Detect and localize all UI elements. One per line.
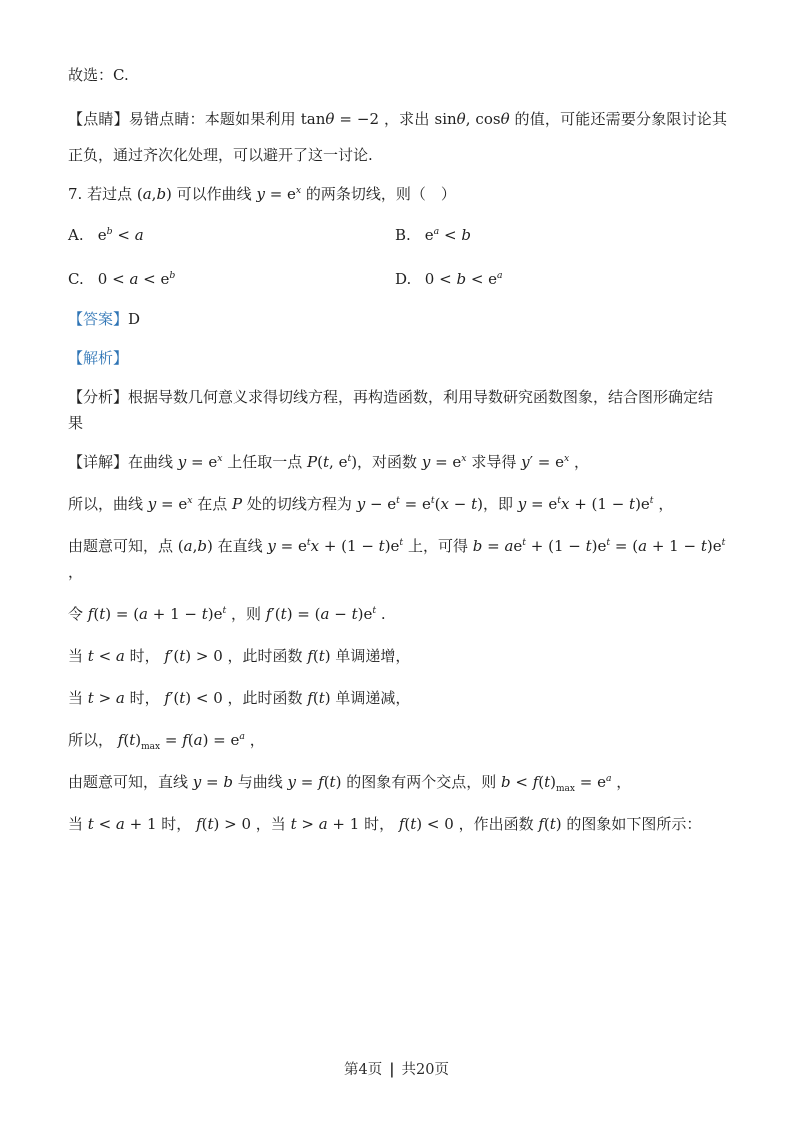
footer-page-number: 第4页 [344, 1062, 383, 1078]
question-stem: 7. 若过点 (a,b) 可以作曲线 $y = e^x$ 的两条切线，则（ ） [68, 185, 456, 203]
option-c-letter: C. [68, 270, 84, 288]
option-d-formula: $0 < b < e^a$ [424, 270, 503, 288]
detail-line-1: 【详解】在曲线 $y = e^x$ 上任取一点 P(t, $e^t$)，对函数 $y = e^x$ 求导得 $y' = e^x$ ， [68, 453, 589, 471]
detail-line-7: 所以， $f(t)_{max} = f(a) = e^a$ ， [68, 731, 265, 752]
detail-line-8: 由题意可知，直线 y = b 与曲线 y = f(t) 的图象有两个交点，则 $b < f(t)_{max} = e^a$ ， [68, 773, 632, 794]
answer-label: 【答案】 [68, 310, 129, 328]
answer-line [68, 306, 727, 332]
option-b-formula: $e^a < b$ [424, 226, 471, 244]
option-d [395, 264, 727, 294]
option-b-letter: B. [395, 226, 411, 244]
analysis-section-label-line [68, 345, 727, 371]
key-point-note: 【点睛】易错点睛：本题如果利用 tanθ = −2 ，求出 sinθ, cosθ 的值，可能还需要分象限讨论其正负，通过齐次化处理，可以避开了这一讨论. [68, 110, 727, 164]
page-footer [0, 1058, 793, 1079]
choose-answer-line: 故选：C. [68, 66, 129, 84]
detail-line-5: 当 t < a 时， f′(t) > 0 ，此时函数 f(t) 单调递增， [68, 647, 411, 665]
option-a-letter: A. [68, 226, 84, 244]
document-content [68, 62, 727, 853]
option-c-formula: $0 < a < e^b$ [97, 270, 176, 288]
option-a-formula: $e^b < a$ [97, 226, 144, 244]
jiexi-label: 【解析】 [68, 349, 129, 367]
option-c [68, 264, 395, 294]
detail-line-6: 当 t > a 时， f′(t) < 0 ，此时函数 f(t) 单调递减， [68, 689, 411, 707]
answer-value: D [128, 310, 141, 328]
footer-separator: | [389, 1061, 395, 1078]
detail-line-3: 由题意可知，点 (a,b) 在直线 $y = e^tx + (1 - t)e^t$ 上，可得 $b = ae^t + (1 - t)e^t = (a + 1 - t)e^t$ ， [68, 537, 726, 581]
detail-line-2: 所以，曲线 $y = e^x$ 在点 P 处的切线方程为 $y - e^t = e^t(x - t)$，即 $y = e^tx + (1 - t)e^t$ ， [68, 495, 674, 513]
analysis-line: 【分析】根据导数几何意义求得切线方程，再构造函数，利用导数研究函数图象，结合图形确定结果 [68, 388, 714, 432]
detail-line-4: 令 $f(t) = (a + 1 - t)e^t$ ，则 $f'(t) = (a - t)e^t$ . [68, 605, 386, 623]
options-grid [68, 220, 727, 294]
option-b [395, 220, 727, 250]
detail-line-9: 当 t < a + 1 时， f(t) > 0 ，当 t > a + 1 时， f(t) < 0 ，作出函数 f(t) 的图象如下图所示： [68, 815, 702, 833]
footer-page-total: 共20页 [401, 1062, 449, 1078]
option-a [68, 220, 395, 250]
option-d-letter: D. [395, 270, 412, 288]
